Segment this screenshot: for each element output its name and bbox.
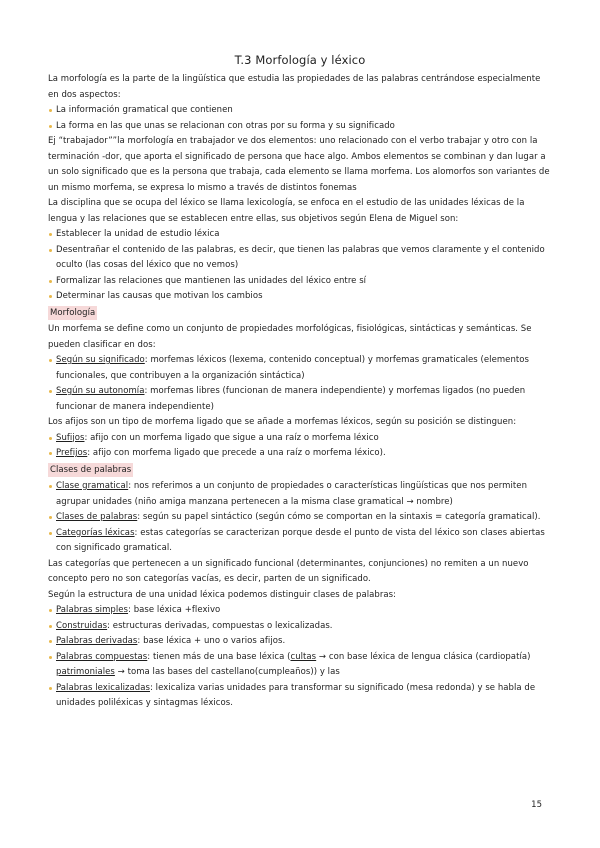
- bullet-item: [48, 479, 552, 510]
- paragraph-lexicology: La disciplina que se ocupa del léxico se llama lexicología, se enfoca en el estudio de las unidades léxicas de la lengua y las relaciones que se establecen entre ellas, sus objetivos según Elena de Miguel son:: [48, 198, 525, 224]
- underlined-term: Sufijos: [56, 432, 85, 443]
- bullet-text: : tienen más de una base léxica (: [147, 651, 291, 662]
- bullet-item: La forma en las que unas se relacionan con otras por su forma y su significado: [48, 119, 552, 135]
- underlined-term: Clase gramatical: [56, 481, 129, 491]
- page-number: 15: [531, 800, 542, 810]
- paragraph-afijos: Los afijos son un tipo de morfema ligado que se añade a morfemas léxicos, según su posición se distinguen:: [48, 417, 517, 427]
- page-title: T.3 Morfología y léxico: [234, 53, 366, 67]
- bullet-item: [48, 526, 552, 557]
- bullet-item: [48, 650, 552, 681]
- paragraph-example: Ej “trabajador””la morfología en trabajador ve dos elementos: uno relacionado con el verbo trabajar y otro con la terminación -dor, que aporta el significado de persona que hace algo. Ambos elementos se combinan y dan lugar a un solo significado que es la persona que trabaja, cada elemento se llama morfema. Los alomorfos son variantes de un mismo morfema, se expresa lo mismo a través de distintos fonemas: [48, 136, 550, 193]
- bullet-item: Establecer la unidad de estudio léxica: [48, 227, 552, 243]
- underlined-term: patrimoniales: [56, 667, 115, 677]
- bullet-text: : base léxica +flexivo: [128, 605, 221, 615]
- bullet-item: [48, 634, 552, 650]
- underlined-term: Prefijos: [56, 448, 88, 458]
- bullet-item: [48, 681, 552, 712]
- document-page: [48, 52, 552, 712]
- underlined-term: Clases de palabras: [56, 512, 138, 522]
- underlined-term: Palabras lexicalizadas: [56, 682, 150, 693]
- bullet-item: [48, 384, 552, 415]
- bullet-item: [48, 431, 552, 447]
- bullet-item: [48, 603, 552, 619]
- underlined-term: Palabras compuestas: [56, 651, 148, 662]
- paragraph-morfema: Un morfema se define como un conjunto de propiedades morfológicas, fisiológicas, sintácticas y semánticas. Se pueden clasificar en dos:: [48, 324, 532, 350]
- section-heading-clases: [48, 463, 552, 479]
- bullet-text: : afijo con morfema ligado que precede a una raíz o morfema léxico).: [87, 448, 386, 458]
- paragraph-categorias: Las categorías que pertenecen a un significado funcional (determinantes, conjunciones) no remiten a un nuevo concepto pero no son categorías vacías, es decir, parten de un significado.: [48, 558, 529, 584]
- underlined-term: Palabras derivadas: [56, 636, 138, 646]
- bullet-item: La información gramatical que contienen: [48, 103, 552, 119]
- underlined-term: Según su significado: [56, 355, 145, 365]
- bullet-text: → toma las bases del castellano(cumpleaños)) y las: [114, 667, 340, 677]
- bullet-text: : afijo con un morfema ligado que sigue a una raíz o morfema léxico: [84, 432, 379, 443]
- bullet-item: [48, 353, 552, 384]
- bullet-text: : según su papel sintáctico (según cómo se comportan en la sintaxis = categoría gramatical).: [137, 512, 541, 522]
- bullet-text: : lexicaliza varias unidades para transformar su significado (mesa redonda) y se habla de unidades poliléxicas y sintagmas léxicos.: [56, 682, 536, 708]
- underlined-term: Palabras simples: [56, 605, 129, 615]
- bullet-text: : estructuras derivadas, compuestas o lexicalizadas.: [107, 620, 333, 631]
- highlighted-heading: Morfología: [50, 307, 96, 318]
- underlined-term: Según su autonomía: [56, 386, 145, 396]
- underlined-term: Categorías léxicas: [56, 527, 135, 538]
- paragraph-estructura: Según la estructura de una unidad léxica podemos distinguir clases de palabras:: [48, 589, 397, 600]
- bullet-item: Formalizar las relaciones que mantienen las unidades del léxico entre sí: [48, 274, 552, 290]
- bullet-item: Desentrañar el contenido de las palabras, es decir, que tienen las palabras que vemos claramente y el contenido oculto (las cosas del léxico que no vemos): [48, 243, 552, 274]
- paragraph-intro: La morfología es la parte de la lingüística que estudia las propiedades de las palabras centrándose especialmente en dos aspectos:: [48, 74, 541, 100]
- bullet-text: : morfemas libres (funcionan de manera independiente) y morfemas ligados (no pueden funcionar de manera independiente): [56, 386, 526, 412]
- bullet-item: Determinar las causas que motivan los cambios: [48, 289, 552, 305]
- bullet-item: [48, 619, 552, 635]
- highlighted-heading: Clases de palabras: [50, 464, 132, 475]
- section-heading-morfologia: [48, 306, 552, 322]
- bullet-text: : base léxica + uno o varios afijos.: [137, 636, 286, 646]
- bullet-text: → con base léxica de lengua clásica (cardiopatía): [316, 651, 531, 662]
- bullet-item: [48, 446, 552, 462]
- bullet-text: : nos referimos a un conjunto de propiedades o características lingüísticas que nos permiten agrupar unidades (niño amiga manzana pertenecen a la misma clase gramatical → nombre): [56, 481, 528, 507]
- bullet-item: [48, 510, 552, 526]
- underlined-term: Construidas: [56, 620, 108, 631]
- bullet-text: : morfemas léxicos (lexema, contenido conceptual) y morfemas gramaticales (elementos funcionales, que contribuyen a la organización sintáctica): [56, 355, 530, 381]
- underlined-term: cultas: [290, 651, 317, 662]
- bullet-text: : estas categorías se caracterizan porque desde el punto de vista del léxico son clases abiertas con significado gramatical.: [56, 527, 545, 553]
